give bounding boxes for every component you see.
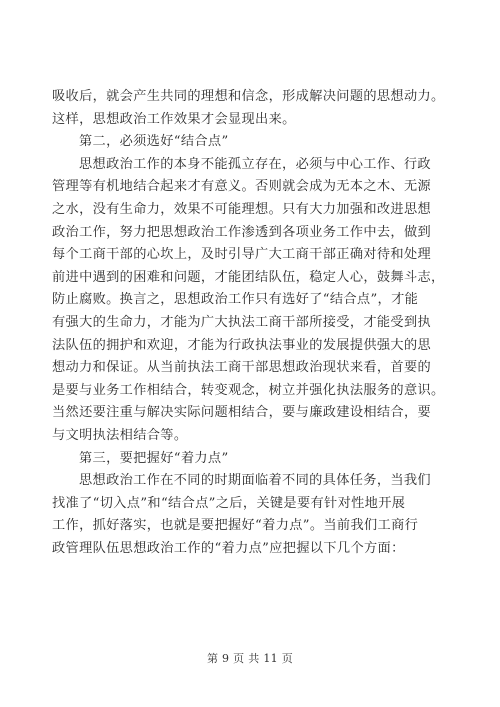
text-line: 与文明执法相结合等。 xyxy=(52,427,188,443)
text-line: 政管理队伍思想政治工作的“着力点”应把握以下几个方面： xyxy=(52,540,405,556)
text-line: 这样，思想政治工作效果才会显现出来。 xyxy=(52,111,296,127)
text-line: 防止腐败。换言之，思想政治工作只有选好了“结合点”，才能 xyxy=(52,292,419,308)
text-line: 有强大的生命力，才能为广大执法工商干部所接受，才能受到执 xyxy=(52,314,432,330)
text-line: 当然还要注重与解决实际问题相结合，要与廉政建设相结合，要 xyxy=(52,405,432,421)
section-heading: 第三，要把握好“着力点” xyxy=(79,450,229,466)
text-line: 想动力和保证。从当前执法工商干部思想政治现状来看，首要的 xyxy=(52,360,432,376)
document-body xyxy=(52,86,452,560)
text-line: 是要与业务工作相结合，转变观念，树立并强化执法服务的意识。 xyxy=(52,382,445,398)
text-line: 每个工商干部的心坎上，及时引导广大工商干部正确对待和处理 xyxy=(52,247,432,263)
text-line: 工作，抓好落实，也就是要把握好“着力点”。当前我们工商行 xyxy=(52,518,419,534)
text-line: 法队伍的拥护和欢迎，才能为行政执法事业的发展提供强大的思 xyxy=(52,337,432,353)
section-heading: 第二，必须选好“结合点” xyxy=(79,134,229,150)
text-line: 吸收后，就会产生共同的理想和信念，形成解决问题的思想动力。 xyxy=(52,89,445,104)
text-line: 前进中遇到的困难和问题，才能团结队伍，稳定人心，鼓舞斗志， xyxy=(52,269,445,285)
text-line: 政治工作，努力把思想政治工作渗透到各项业务工作中去，做到 xyxy=(52,224,432,240)
text-line: 管理等有机地结合起来才有意义。否则就会成为无本之木、无源 xyxy=(52,179,432,195)
text-line: 之水，没有生命力，效果不可能理想。只有大力加强和改进思想 xyxy=(52,201,432,217)
text-line: 思想政治工作在不同的时期面临着不同的具体任务，当我们 xyxy=(79,473,431,489)
page-footer: 第 9 页 共 11 页 xyxy=(206,652,294,665)
text-line: 找准了“切入点”和“结合点”之后，关键是要有针对性地开展 xyxy=(52,495,406,511)
text-line: 思想政治工作的本身不能孤立存在，必须与中心工作、行政 xyxy=(79,156,431,172)
